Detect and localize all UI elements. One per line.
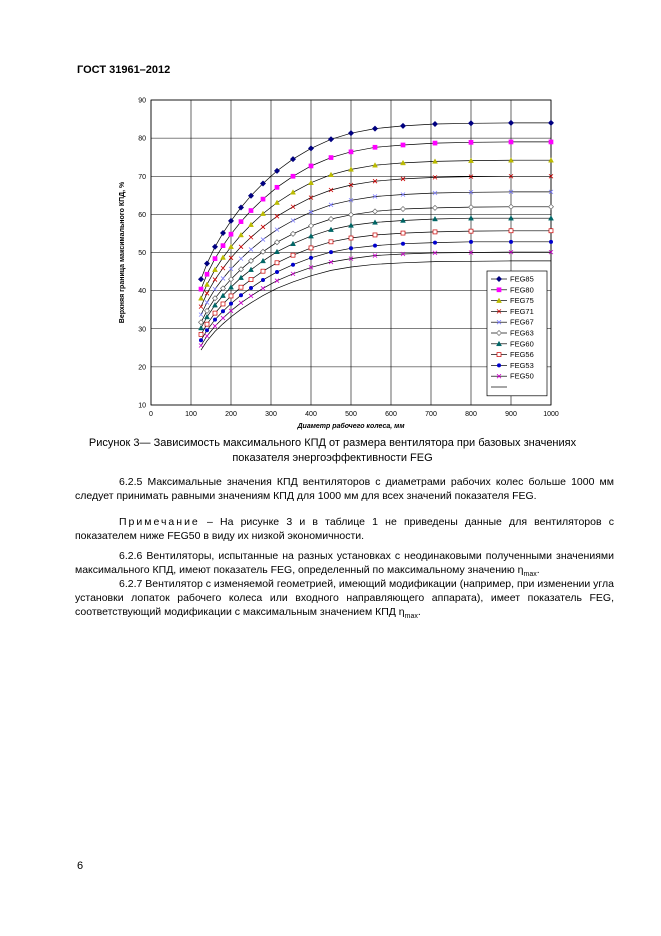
y-tick-label: 90 — [138, 97, 146, 105]
data-point — [275, 270, 279, 274]
data-point — [401, 143, 405, 147]
paragraph-6-2-6 — [75, 550, 614, 582]
data-point — [401, 231, 405, 235]
data-point — [329, 250, 333, 254]
figure-caption: Рисунок 3— Зависимость максимального КПД от размера вентилятора при базовых значениях показателя энергоэффективности FEG — [88, 437, 577, 464]
data-point — [309, 246, 313, 250]
data-point — [221, 302, 225, 306]
data-point — [469, 140, 473, 144]
paragraph-6-2-7 — [75, 578, 614, 623]
data-point — [291, 263, 295, 267]
legend-label: FEG53 — [510, 360, 534, 370]
x-tick-label: 1000 — [543, 411, 559, 418]
data-point — [433, 241, 437, 245]
data-point — [509, 140, 513, 144]
data-point — [213, 318, 217, 322]
data-point — [349, 246, 353, 250]
data-point — [309, 164, 313, 168]
y-axis-label: Верхняя граница максимального КПД, % — [119, 181, 126, 324]
x-tick-label: 300 — [265, 411, 277, 418]
data-point — [373, 233, 377, 237]
x-tick-label: 400 — [305, 411, 317, 418]
legend-label: FEG60 — [510, 339, 534, 349]
x-tick-label: 500 — [345, 411, 357, 418]
p627-end: . — [417, 605, 421, 618]
data-point — [199, 287, 203, 291]
data-point — [249, 286, 253, 290]
data-point — [349, 236, 353, 240]
data-point — [349, 150, 353, 154]
y-tick-label: 30 — [138, 326, 146, 334]
data-point — [239, 285, 243, 289]
data-point — [205, 272, 209, 276]
data-point — [261, 197, 265, 201]
data-point — [497, 353, 501, 357]
note-paragraph — [75, 516, 614, 544]
data-point — [497, 363, 501, 367]
y-tick-label: 10 — [138, 402, 146, 410]
data-point — [433, 230, 437, 234]
data-point — [291, 174, 295, 178]
legend-label: FEG75 — [510, 296, 534, 306]
data-point — [549, 140, 553, 144]
x-tick-label: 600 — [385, 411, 397, 418]
data-point — [213, 257, 217, 261]
data-point — [199, 332, 203, 336]
data-point — [239, 220, 243, 224]
data-point — [497, 288, 501, 292]
data-point — [261, 278, 265, 282]
data-point — [205, 322, 209, 326]
p627-text: 6.2.7 Вентилятор с изменяемой геометрией, имеющий модификации (например, при изменении угла установки лопаток рабочего колеса или входного направляющего аппарата), имеет показатель FEG, соответствующий модификации с максимальным значением КПД η — [75, 578, 614, 618]
data-point — [229, 294, 233, 298]
legend-label: FEG80 — [510, 285, 534, 295]
note-label: Примечание — [119, 516, 200, 528]
data-point — [329, 240, 333, 244]
data-point — [329, 156, 333, 160]
efficiency-chart — [110, 92, 580, 432]
legend-label: FEG71 — [510, 306, 534, 316]
document-header: ГОСТ 31961–2012 — [77, 64, 171, 76]
data-point — [291, 253, 295, 257]
legend-label: FEG56 — [510, 350, 534, 360]
data-point — [221, 244, 225, 248]
x-tick-label: 200 — [225, 411, 237, 418]
x-tick-label: 100 — [185, 411, 197, 418]
x-tick-label: 0 — [149, 411, 153, 418]
data-point — [509, 229, 513, 233]
data-point — [275, 185, 279, 189]
data-point — [373, 244, 377, 248]
data-point — [509, 240, 513, 244]
data-point — [213, 311, 217, 315]
y-tick-label: 70 — [138, 173, 146, 181]
data-point — [249, 209, 253, 213]
x-axis-label: Диаметр рабочего колеса, мм — [297, 423, 405, 430]
p626-end: . — [536, 563, 540, 576]
data-point — [239, 293, 243, 297]
data-point — [373, 145, 377, 149]
note-text: – На рисунке 3 и в таблице 1 не приведены данные для вентиляторов с показателем ниже FEG50 в виду их низкой экономичности. — [75, 516, 614, 542]
y-tick-label: 40 — [138, 288, 146, 296]
data-point — [205, 328, 209, 332]
data-point — [221, 309, 225, 313]
x-tick-label: 800 — [465, 411, 477, 418]
p626-sub: max — [523, 570, 537, 578]
p627-sub: max — [404, 612, 418, 620]
page-number: 6 — [77, 860, 84, 872]
data-point — [249, 278, 253, 282]
legend-label: FEG63 — [510, 328, 534, 338]
x-tick-label: 900 — [505, 411, 517, 418]
data-point — [469, 229, 473, 233]
data-point — [469, 240, 473, 244]
data-point — [229, 232, 233, 236]
y-tick-label: 20 — [138, 364, 146, 372]
y-tick-label: 50 — [138, 250, 146, 257]
y-tick-label: 60 — [138, 211, 146, 219]
data-point — [229, 302, 233, 306]
x-tick-label: 700 — [425, 411, 437, 418]
legend-label: FEG67 — [510, 317, 534, 327]
data-point — [433, 141, 437, 145]
data-point — [309, 256, 313, 260]
data-point — [549, 229, 553, 233]
chart-legend — [487, 271, 547, 396]
legend-label: FEG50 — [510, 371, 534, 381]
legend-label: FEG85 — [510, 274, 534, 284]
p626-text: 6.2.6 Вентиляторы, испытанные на разных установках с неодинаковыми полученными значениями максимального КПД, имеют показатель FEG, определенный по максимальному значению η — [75, 550, 614, 576]
data-point — [275, 261, 279, 265]
data-point — [549, 240, 553, 244]
y-tick-label: 80 — [138, 135, 146, 143]
data-point — [199, 338, 203, 342]
paragraph-6-2-5: 6.2.5 Максимальные значения КПД вентиляторов с диаметрами рабочих колес больше 1000 мм следует принимать равными значениям КПД для 1000 мм для всех значений показателя FEG. — [75, 476, 614, 502]
data-point — [401, 242, 405, 246]
data-point — [261, 269, 265, 273]
